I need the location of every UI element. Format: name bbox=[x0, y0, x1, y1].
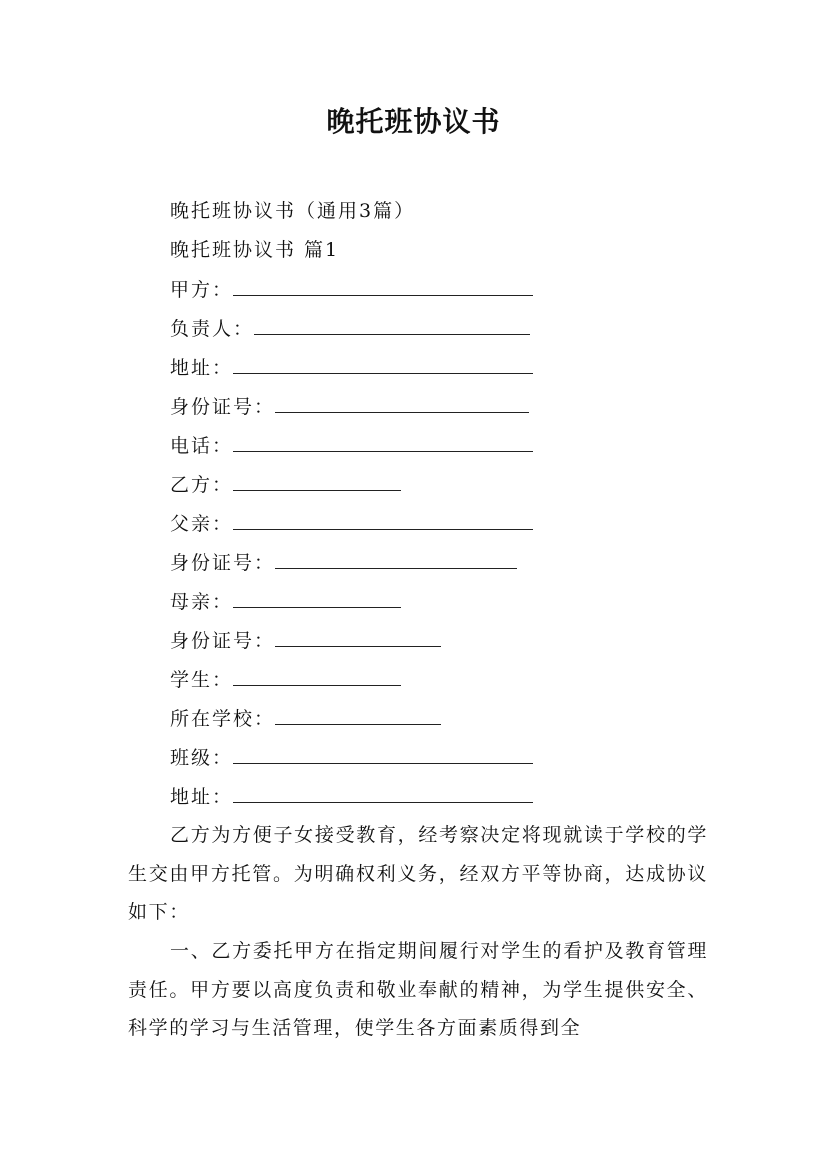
fill-blank bbox=[233, 509, 533, 530]
field-label: 学生： bbox=[170, 669, 234, 691]
fill-blank bbox=[233, 665, 401, 686]
fill-blank bbox=[233, 782, 533, 803]
field-label: 身份证号： bbox=[170, 630, 276, 652]
fill-blank bbox=[233, 275, 533, 296]
fill-blank bbox=[233, 587, 401, 608]
fill-blank bbox=[233, 743, 533, 764]
fill-blank bbox=[275, 548, 517, 569]
field-mother bbox=[170, 587, 401, 616]
fill-blank bbox=[233, 431, 533, 452]
paragraph-intro: 乙方为方便子女接受教育，经考察决定将现就读于学校的学生交由甲方托管。为明确权利义务，经双方平等协商，达成协议如下： bbox=[128, 824, 708, 923]
fill-blank bbox=[233, 353, 533, 374]
field-label: 身份证号： bbox=[170, 396, 276, 418]
field-father-id bbox=[170, 548, 517, 577]
field-label: 班级： bbox=[170, 747, 234, 769]
field-address-b bbox=[170, 782, 533, 811]
field-student bbox=[170, 665, 401, 694]
field-party-b bbox=[170, 470, 401, 499]
field-label: 所在学校： bbox=[170, 708, 276, 730]
fill-blank bbox=[275, 392, 529, 413]
field-person-in-charge bbox=[170, 314, 530, 343]
field-mother-id bbox=[170, 626, 441, 655]
field-address-a bbox=[170, 353, 533, 382]
field-school bbox=[170, 704, 441, 733]
field-father bbox=[170, 509, 533, 538]
fill-blank bbox=[233, 470, 401, 491]
document-subtitle: 晚托班协议书（通用3篇） bbox=[170, 200, 416, 222]
fill-blank bbox=[275, 704, 441, 725]
field-label: 地址： bbox=[170, 786, 234, 808]
field-id-number-a bbox=[170, 392, 529, 421]
section-heading: 晚托班协议书 篇1 bbox=[170, 239, 340, 261]
field-label: 甲方： bbox=[170, 279, 234, 301]
field-label: 电话： bbox=[170, 435, 234, 457]
field-label: 父亲： bbox=[170, 513, 234, 535]
field-label: 母亲： bbox=[170, 591, 234, 613]
fill-blank bbox=[275, 626, 441, 647]
field-class bbox=[170, 743, 533, 772]
fill-blank bbox=[254, 314, 530, 335]
field-label: 身份证号： bbox=[170, 552, 276, 574]
paragraph-clause-1: 一、乙方委托甲方在指定期间履行对学生的看护及教育管理责任。甲方要以高度负责和敬业奉献的精神，为学生提供安全、科学的学习与生活管理，使学生各方面素质得到全 bbox=[128, 940, 708, 1039]
field-label: 负责人： bbox=[170, 318, 255, 340]
field-party-a bbox=[170, 275, 533, 304]
field-label: 乙方： bbox=[170, 474, 234, 496]
field-phone bbox=[170, 431, 533, 460]
document-title: 晚托班协议书 bbox=[326, 105, 501, 138]
field-label: 地址： bbox=[170, 357, 234, 379]
